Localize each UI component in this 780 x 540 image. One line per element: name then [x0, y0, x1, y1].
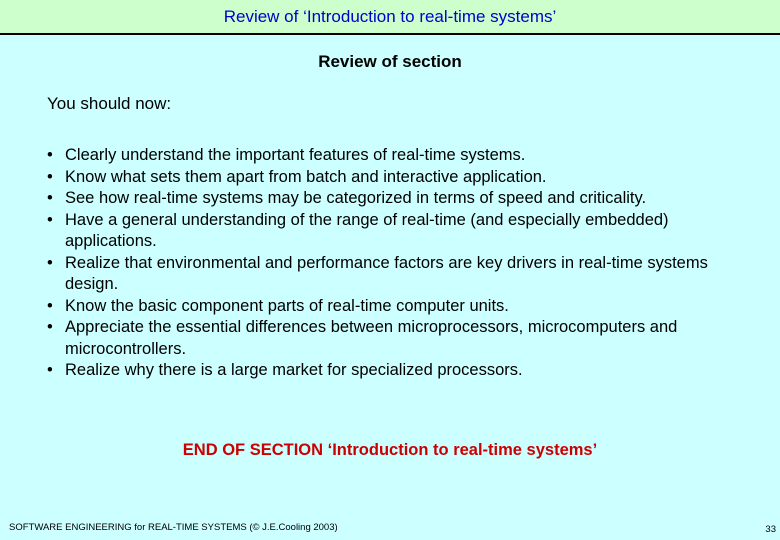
list-item-text: See how real-time systems may be categorized in terms of speed and criticality. — [65, 189, 647, 207]
bullet-icon: • — [47, 296, 53, 315]
bullet-icon: • — [47, 146, 53, 164]
list-item — [47, 253, 747, 296]
list-item-text: Know what sets them apart from batch and interactive application. — [65, 167, 547, 186]
list-item-text: Have a general understanding of the range of real-time (and especially embedded) applications. — [65, 210, 669, 250]
bullet-icon: • — [47, 167, 53, 186]
slide-title: Review of ‘Introduction to real-time systems’ — [223, 7, 557, 26]
list-item-text: Realize why there is a large market for specialized processors. — [65, 361, 523, 379]
list-item-text: Realize that environmental and performance factors are key drivers in real-time systems design. — [65, 253, 708, 293]
intro-text: You should now: — [47, 94, 172, 113]
page-number: 33 — [765, 524, 776, 535]
bullet-icon: • — [47, 253, 53, 272]
end-of-section-notice: END OF SECTION ‘Introduction to real-time systems’ — [182, 441, 598, 459]
list-item-text: Clearly understand the important features of real-time systems. — [65, 146, 526, 164]
list-item-text: Know the basic component parts of real-time computer units. — [65, 296, 509, 315]
bullet-list — [47, 145, 747, 382]
list-item — [47, 210, 747, 253]
bullet-icon: • — [47, 189, 53, 207]
bullet-icon: • — [47, 361, 53, 379]
footer-copyright: SOFTWARE ENGINEERING for REAL-TIME SYSTEMS (© J.E.Cooling 2003) — [9, 522, 338, 533]
slide-header — [0, 0, 780, 35]
bullet-icon: • — [47, 318, 53, 336]
bullet-icon: • — [47, 210, 53, 229]
list-item — [47, 317, 747, 360]
list-item — [47, 296, 747, 318]
list-item — [47, 167, 747, 189]
list-item — [47, 188, 747, 210]
list-item-text: Appreciate the essential differences between microprocessors, microcomputers and microcontrollers. — [65, 318, 678, 358]
section-title: Review of section — [318, 52, 462, 71]
list-item — [47, 360, 747, 382]
list-item — [47, 145, 747, 167]
